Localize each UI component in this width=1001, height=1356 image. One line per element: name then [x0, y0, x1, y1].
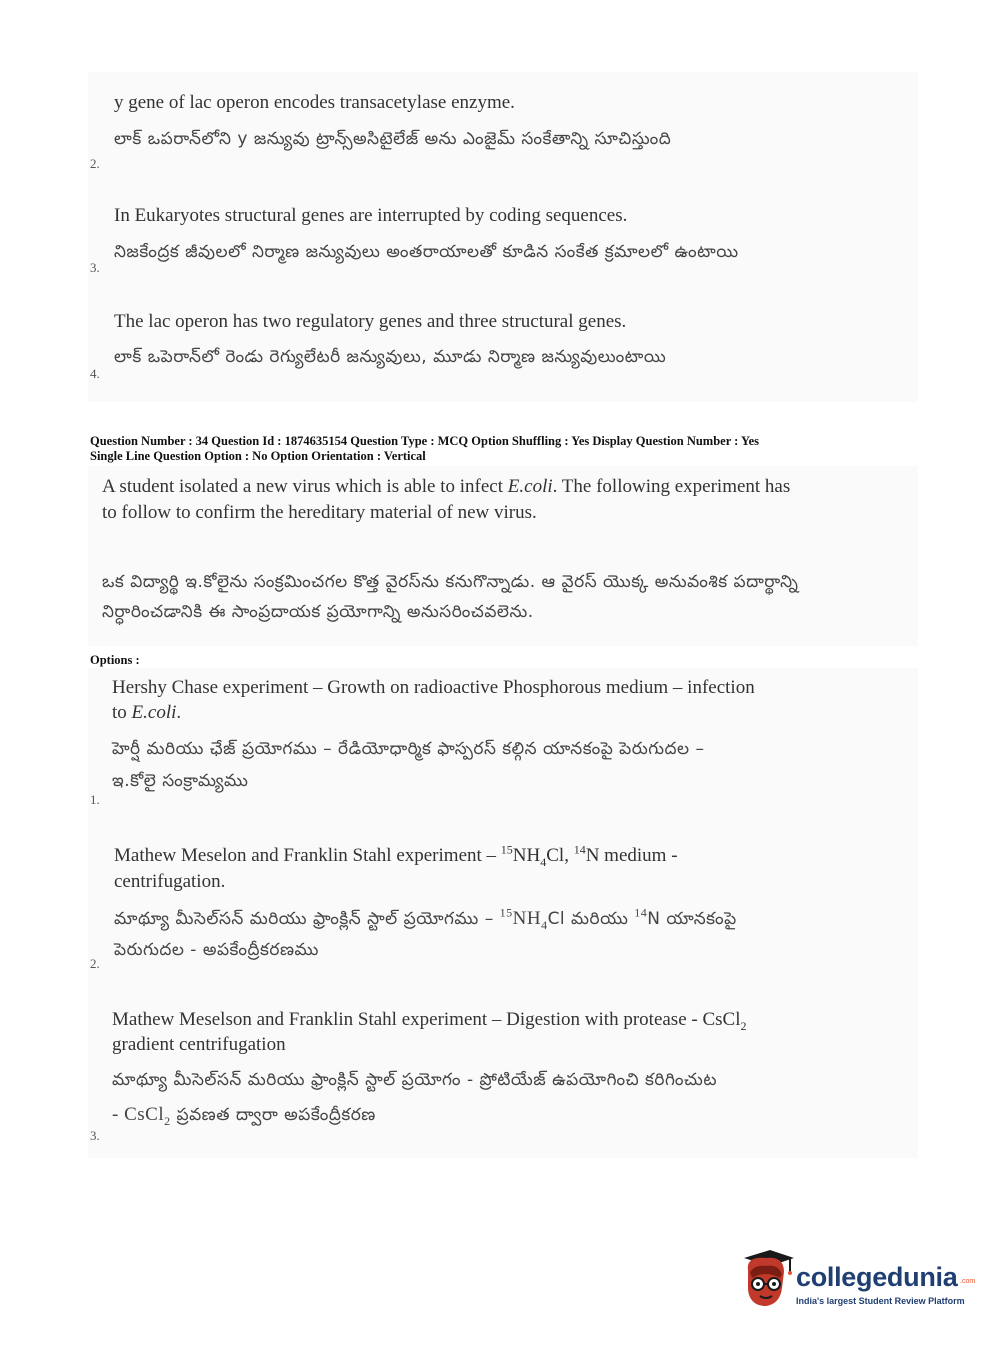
- isotope-superscript: 15: [500, 842, 513, 857]
- option-2-english-line-1: [114, 843, 678, 868]
- option-1-number: 1.: [90, 792, 100, 807]
- question-text-segment: A student isolated a new virus which is able to infect: [102, 476, 508, 497]
- formula-segment: - CsCl: [112, 1104, 165, 1125]
- option-text-segment: మాథ్యూ మీసెల్‌సన్ మరియు ఫ్రాంక్లిన్ స్టాల్ ప్రయోగము –: [114, 909, 500, 929]
- formula-subscript: 4: [540, 854, 547, 869]
- mascot-icon: [736, 1248, 796, 1318]
- option-1-english-line-1: Hershy Chase experiment – Growth on radioactive Phosphorous medium – infection: [112, 677, 755, 698]
- options-label: Options :: [90, 653, 140, 667]
- formula-segment: Cl,: [546, 845, 574, 866]
- option-text-segment: .: [176, 702, 182, 723]
- formula-segment: NH: [512, 845, 541, 866]
- option-2-telugu-line-2: పెరుగుదల - అపకేంద్రీకరణము: [114, 940, 319, 960]
- logo-wordmark: collegedunia: [796, 1262, 958, 1292]
- option-text-segment: ప్రవణత ద్వారా అపకేంద్రీకరణ: [170, 1105, 376, 1125]
- prev-option-2-telugu: లాక్ ఒపరాన్‌లోని y జన్యువు ట్రాన్స్‌అసిటైలేజ్ అను ఎంజైమ్ సంకేతాన్ని సూచిస్తుంది: [114, 129, 672, 149]
- option-2-telugu-line-1: [114, 905, 737, 933]
- question-meta-line-2: Single Line Question Option : No Option Orientation : Vertical: [90, 449, 426, 463]
- option-1-telugu-line-2: ఇ.కోలై సంక్రామ్యము: [112, 771, 249, 791]
- prev-option-2-number: 2.: [90, 156, 100, 171]
- formula-segment: NH: [512, 908, 542, 929]
- question-text-segment: . The following experiment has: [552, 476, 791, 497]
- question-english-line-1: [102, 474, 790, 499]
- option-3-english-line-2: gradient centrifugation: [112, 1034, 286, 1055]
- formula-segment: N medium -: [585, 845, 678, 866]
- option-3-english-line-1: [112, 1007, 746, 1032]
- option-2-english-line-2: centrifugation.: [114, 871, 226, 892]
- option-2-number: 2.: [90, 956, 100, 971]
- prev-option-3-telugu: నిజకేంద్రక జీవులలో నిర్మాణ జన్యువులు అంతరాయాలతో కూడిన సంకేత క్రమాలలో ఉంటాయి: [114, 242, 739, 262]
- option-3-telugu-line-1: మాథ్యూ మీసెల్‌సన్ మరియు ఫ్రాంక్లిన్ స్టాల్ ప్రయోగం - ప్రోటియేజ్ ఉపయోగించి కరిగించుట: [112, 1070, 717, 1090]
- isotope-superscript: 14: [573, 842, 586, 857]
- formula-subscript: 4: [541, 917, 548, 932]
- question-english-line-2: to follow to confirm the hereditary material of new virus.: [102, 502, 537, 523]
- logo-dotcom: .com: [960, 1278, 976, 1285]
- option-3-telugu-line-2: [112, 1101, 376, 1129]
- option-text-segment: to: [112, 702, 132, 723]
- option-text-segment: Mathew Meselon and Franklin Stahl experiment –: [114, 845, 501, 866]
- collegedunia-logo: [736, 1248, 976, 1318]
- prev-option-4-number: 4.: [90, 366, 100, 381]
- prev-option-3-number: 3.: [90, 260, 100, 275]
- prev-option-2-english: y gene of lac operon encodes transacetylase enzyme.: [114, 92, 515, 113]
- option-1-english-line-2: [112, 700, 181, 725]
- isotope-superscript: 15: [499, 905, 513, 920]
- option-text-segment: Mathew Meselson and Franklin Stahl experiment – Digestion with protease - CsCl: [112, 1009, 741, 1030]
- isotope-superscript: 14: [634, 905, 648, 920]
- option-1-italic-ecoli: E.coli: [131, 702, 177, 723]
- formula-subscript: 2: [740, 1018, 747, 1033]
- question-telugu-line-2: నిర్ధారించడానికి ఈ సాంప్రదాయక ప్రయోగాన్ని అనుసరించవలెను.: [102, 602, 534, 622]
- formula-subscript: 2: [164, 1113, 171, 1128]
- question-italic-ecoli: E.coli: [507, 476, 553, 497]
- question-meta-line-1: Question Number : 34 Question Id : 1874635154 Question Type : MCQ Option Shuffling : Yes Display Question Number : Yes: [90, 434, 760, 448]
- question-telugu-line-1: ఒక విద్యార్థి ఇ.కోలైను సంక్రమించగల కొత్త వైరస్‌ను కనుగొన్నాడు. ఆ వైరస్ యొక్క అనువంశిక పదార్థాన్ని: [102, 572, 799, 592]
- formula-segment: Cl మరియు: [547, 909, 635, 929]
- prev-option-3-english: In Eukaryotes structural genes are interrupted by coding sequences.: [114, 205, 628, 226]
- option-3-number: 3.: [90, 1128, 100, 1143]
- option-1-telugu-line-1: హెర్షీ మరియు ఛేజ్ ప్రయోగము – రేడియోధార్మిక ఫాస్పరస్ కల్గిన యానకంపై పెరుగుదల –: [112, 739, 705, 759]
- formula-segment: N యానకంపై: [647, 909, 737, 929]
- logo-tagline: India's largest Student Review Platform: [796, 1296, 965, 1306]
- prev-option-4-telugu: లాక్ ఒపెరాన్‌లో రెండు రెగ్యులేటరీ జన్యువులు, మూడు నిర్మాణ జన్యువులుంటాయి: [114, 347, 667, 367]
- prev-option-4-english: The lac operon has two regulatory genes and three structural genes.: [114, 311, 627, 332]
